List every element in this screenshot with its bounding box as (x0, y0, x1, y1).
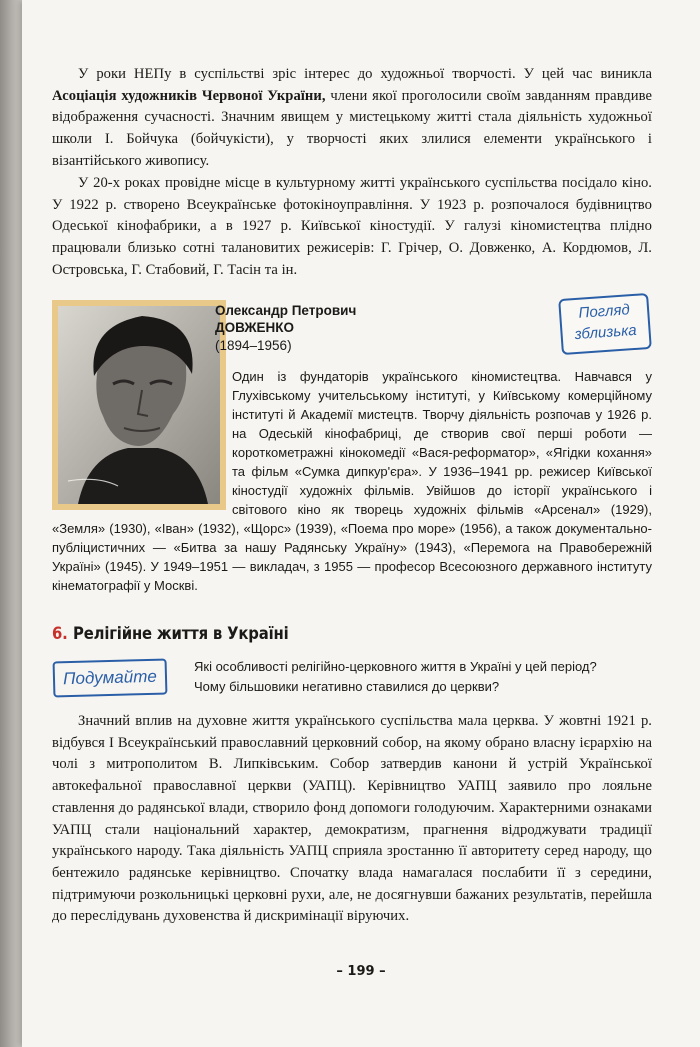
section-title-text: Релігійне життя в Україні (73, 624, 289, 643)
biography-text (52, 367, 652, 595)
close-look-stamp (558, 293, 652, 355)
book-spine-shadow (0, 0, 22, 1047)
section-heading (52, 624, 289, 643)
paragraph-church: Значний вплив на духовне життя українського суспільства мала церква. У жовтні 1921 р. відбувся І Всеукраїнський православний церковний собор, на якому обрано власну ієрархію на чолі з митрополитом В. Липківським. Собор затвердив канони й устрій Української автокефальної православної церкви (УАПЦ). Керівництво УАПЦ заявило про лояльне ставлення до радянської влади, створило фонд допомоги голодуючим. Характерними ознаками УАПЦ стали національний характер, демократизм, прагнення відроджувати традиції українського народу. Така діяльність УАПЦ сприяла зростанню її авторитету серед народу, що бентежило радянське керівництво. Спочатку влада намагалася послабити її з середини, підтримуючи розкольницькі церковні рухи, але, не досягнувши бажаних результатів, перейшла до переслідувань духовенства й дискримінації віруючих. (52, 713, 652, 925)
paragraph-text: члени якої проголосили своїм завданням правдиве відображення сучасності. Значним явищем у мистецькому житті стала діяльність художньої школи І. Бойчука (бойчукісти), у творчості яких злилися елементи українського і візантійського живопису. (52, 87, 652, 169)
think-question-1: Які особливості релігійно-церковного життя в Україні у цей період? (194, 659, 597, 674)
biography-name (215, 302, 455, 336)
photo-wrap-spacer (52, 367, 232, 518)
think-question-2: Чому більшовики негативно ставилися до церкви? (194, 679, 500, 694)
bold-term-association: Асоціація художників Червоної України, (52, 87, 326, 104)
biography-last-name: ДОВЖЕНКО (215, 320, 295, 335)
stamp-line-1: Погляд (577, 301, 631, 322)
paragraph-text: У роки НЕПу в суспільстві зріс інтерес до художньої творчості. У цей час виникла (78, 66, 652, 82)
section-number: 6. (52, 624, 68, 643)
think-questions (194, 657, 654, 697)
biography-paragraph: Один із фундаторів українського кіномистецтва. Навчався у Глухівському учительському інституті, у Київському комерційному інституті й Академії мистецтв. Творчу діяльність розпочав у 1926 р. на Одеській кінофабриці, де створив свої перші роботи — короткометражні кінокомедії «Вася-реформатор», «Ягідки кохання» та фільм «Сумка дипкур'єра». У 1936–1941 рр. режисер Київської кіностудії художніх фільмів. Увійшов до історії українського і світового кіно як творець художніх фільмів «Арсенал» (1929), «Земля» (1930), «Іван» (1932), «Щорс» (1939), «Поема про море» (1956), а також документально-публіцистичних — «Битва за нашу Радянську Україну» (1943), «Перемога на Правобережній Україні» (1945). У 1949–1951 — викладач, з 1955 — професор Всесоюзного державного інституту кінематографії у Москві. (52, 369, 652, 593)
think-badge: Подумайте (53, 659, 168, 698)
paragraph-cinema: У 20-х роках провідне місце в культурному житті українського суспільства посідало кіно. У 1922 р. створено Всеукраїнське фотокіноуправління. У 1923 р. розпочалося будівництво Одеської кінофабрики, а в 1927 р. Київської кіностудії. У галузі кіномистецтва плідно працювали близько сотні талановитих режисерів: Г. Грічер, О. Довженко, А. Кордюмов, Л. Островська, Г. Стабовий, Г. Тасін та ін. (52, 175, 652, 278)
stamp-line-2: зблизька (574, 321, 638, 344)
book-page (22, 0, 700, 1047)
biography-years: (1894–1956) (215, 338, 292, 353)
page-number: – 199 – (336, 964, 386, 979)
paragraph-art-associations (52, 64, 652, 173)
biography-first-name: Олександр Петрович (215, 303, 357, 318)
